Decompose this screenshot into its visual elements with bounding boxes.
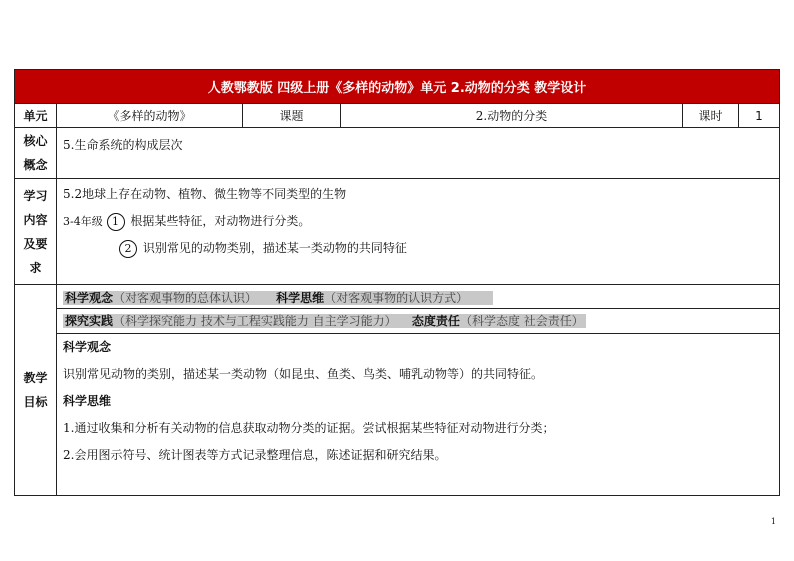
core-concept-label-2: 概念 xyxy=(23,158,48,172)
objectives-band-2 xyxy=(57,309,779,334)
learning-content-label xyxy=(15,179,57,284)
thinking-item-2: 2.会用图示符号、统计图表等方式记录整理信息，陈述证据和研究结果。 xyxy=(63,448,447,462)
objectives-details xyxy=(57,334,779,469)
circled-number-1: 1 xyxy=(107,213,125,231)
learning-item-2: 识别常见的动物类别，描述某一类动物的共同特征 xyxy=(142,241,407,255)
core-concept-label xyxy=(15,128,57,178)
learning-label-2: 内容 xyxy=(23,212,48,227)
band-2-attitude-note: （科学态度 社会责任） xyxy=(459,314,584,328)
core-concept-row xyxy=(15,128,779,179)
learning-label-4: 求 xyxy=(29,260,42,275)
learning-line-2 xyxy=(63,208,773,235)
period-value: 1 xyxy=(755,108,763,123)
objectives-label xyxy=(15,285,57,495)
objectives-label-2: 目标 xyxy=(23,395,48,409)
learning-label-3: 及要 xyxy=(23,236,48,251)
objectives-label-1: 教学 xyxy=(23,371,48,385)
lesson-plan-table xyxy=(14,69,780,496)
document-title: 人教鄂教版 四级上册《多样的动物》单元 2.动物的分类 教学设计 xyxy=(15,70,779,104)
band-1-thinking-title: 科学思维 xyxy=(276,291,325,305)
core-concept-text: 5.生命系统的构成层次 xyxy=(63,138,183,152)
unit-value: 《多样的动物》 xyxy=(57,104,243,127)
band-2-attitude-title: 态度责任 xyxy=(411,314,460,328)
learning-content-body xyxy=(57,179,779,284)
concept-text: 识别常见动物的类别，描述某一类动物（如昆虫、鱼类、鸟类、哺乳动物等）的共同特征。 xyxy=(63,367,544,381)
core-concept-label-1: 核心 xyxy=(23,134,48,148)
circled-number-2: 2 xyxy=(119,240,137,258)
band-2-practice-note: （科学探究能力 技术与工程实践能力 自主学习能力） xyxy=(113,314,397,328)
learning-content-row xyxy=(15,179,779,285)
band-1-highlight xyxy=(63,291,493,305)
thinking-heading: 科学思维 xyxy=(63,394,112,408)
thinking-item-1: 1.通过收集和分析有关动物的信息获取动物分类的证据。尝试根据某些特征对动物进行分类； xyxy=(63,421,555,435)
lesson-value: 2.动物的分类 xyxy=(341,104,683,127)
band-1-concept-title: 科学观念 xyxy=(65,291,114,305)
concept-heading: 科学观念 xyxy=(63,340,112,354)
lesson-label: 课题 xyxy=(243,104,341,127)
learning-line-3 xyxy=(63,235,773,262)
learning-item-1: 根据某些特征，对动物进行分类。 xyxy=(130,214,311,228)
band-2-practice-title: 探究实践 xyxy=(65,314,114,328)
unit-row xyxy=(15,104,779,128)
period-label: 课时 xyxy=(683,104,739,127)
objectives-band-1 xyxy=(57,285,779,309)
grade-range: 3-4年级 xyxy=(63,215,103,228)
objectives-body xyxy=(57,285,779,495)
band-1-thinking-note: （对客观事物的认识方式） xyxy=(324,291,469,305)
learning-line-1: 5.2地球上存在动物、植物、微生物等不同类型的生物 xyxy=(63,187,347,201)
objectives-row xyxy=(15,285,779,495)
learning-label-1: 学习 xyxy=(23,188,48,203)
page-number: 1 xyxy=(770,517,776,526)
band-2-highlight xyxy=(63,314,586,328)
band-1-concept-note: （对客观事物的总体认识） xyxy=(113,291,258,305)
unit-label: 单元 xyxy=(15,104,57,127)
